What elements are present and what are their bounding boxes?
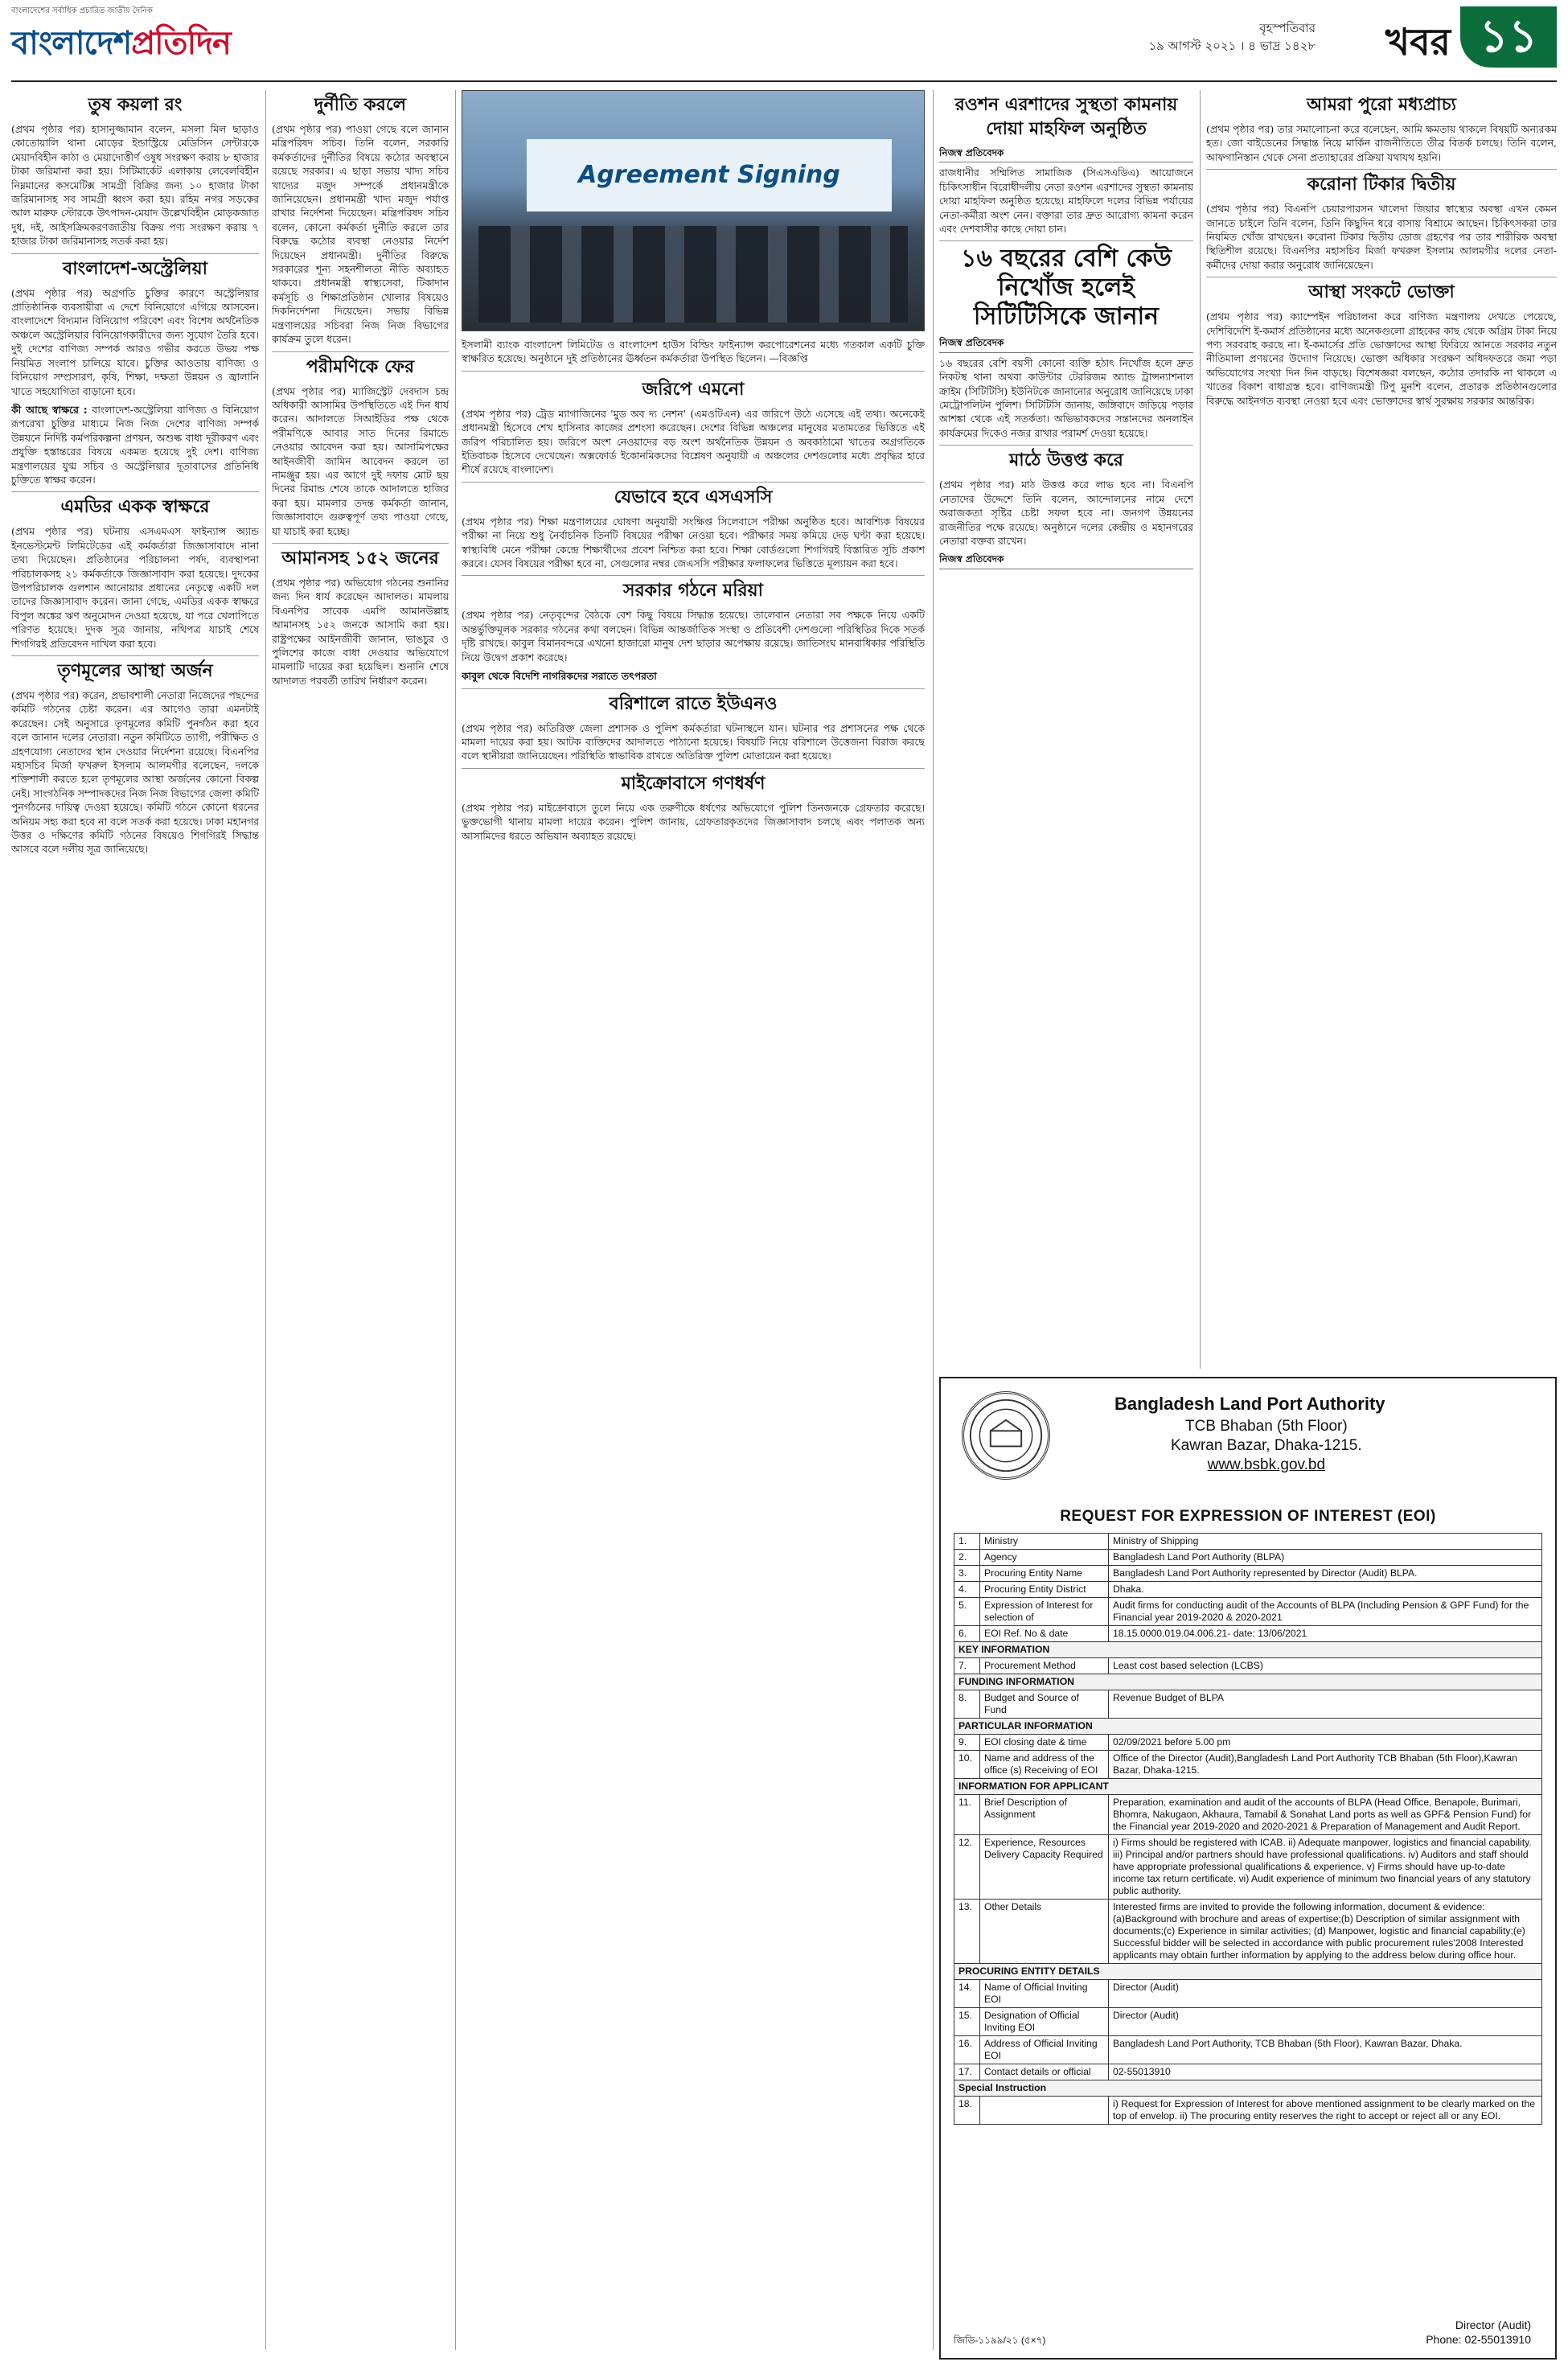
column-divider bbox=[455, 90, 456, 2350]
eoi-cell-val: Least cost based selection (LCBS) bbox=[1109, 1658, 1542, 1674]
story-microbus bbox=[462, 768, 925, 843]
eoi-row bbox=[954, 1900, 1542, 1964]
ad-org-name: Bangladesh Land Port Authority bbox=[1114, 1394, 1385, 1414]
story-body: (প্রথম পৃষ্ঠার পর) করেন, প্রভাবশালী নেতারা নিজেদের পছন্দের কমিটি গঠনের চেষ্টা করেন। এর আগেও তারা এমনটাই করেছেন। সেই অনুসারে তৃণমূলের কমিটি পুনর্গঠন করা হবে বলে জানান দলের নেতারা। নতুন কমিটিতে ত্যাগী, পরীক্ষিত ও গ্রহণযোগ্য নেতাদের স্থান দেওয়ার নির্দেশনা রয়েছে। বিএনপির মহাসচিব মির্জা ফখরুল ইসলাম আলমগীর বলেছেন, দলকে শক্তিশালী করতে হলে তৃণমূলের আস্থা অর্জনের কোনো বিকল্প নেই। সাংগঠনিক সম্পাদকদের নিজ নিজ বিভাগের জেলা কমিটি পুনর্গঠনের দায়িত্ব দেওয়া হয়েছে। কমিটি গঠনে কোনো ধরনের অনিয়ম সহ্য করা হবে না বলে সতর্ক করা হয়েছে। ঢাকা মহানগর উত্তর ও দক্ষিণের কমিটি গঠনের বিষয়েও শিগগিরই সিদ্ধান্ত আসবে বলে দলীয় সূত্র জানিয়েছে। bbox=[11, 689, 259, 856]
story-body: ১৬ বছরের বেশি বয়সী কোনো ব্যক্তি হঠাৎ নিখোঁজ হলে দ্রুত নিকটস্থ থানা অথবা কাউন্টার টেররিজম অ্যান্ড ট্রান্সন্যাশনাল ক্রাইম (সিটিটিসি) ইউনিটকে জানানোর অনুরোধ জানিয়েছে ঢাকা মেট্রোপলিটন পুলিশ। সিটিটিসি জানায়, জঙ্গিবাদে জড়িয়ে পড়ার আশঙ্কা থেকে এই সতর্কতা। অভিভাবকদের সন্তানদের অনলাইন কার্যক্রমের দিকেও নজর রাখার পরামর্শ দেওয়া হয়েছে। bbox=[939, 356, 1193, 439]
headline[interactable]: আস্থা সংকটে ভোক্তা bbox=[1206, 277, 1557, 305]
eoi-section-label: INFORMATION FOR APPLICANT bbox=[954, 1779, 1542, 1795]
eoi-section-row bbox=[954, 1674, 1542, 1690]
story-tush-koyla bbox=[11, 93, 259, 248]
column-divider bbox=[933, 90, 934, 2350]
story-grassroots bbox=[11, 655, 259, 856]
story-middle-east bbox=[1206, 93, 1557, 164]
eoi-cell-no: 17. bbox=[954, 2064, 980, 2080]
dateline bbox=[1148, 19, 1316, 55]
eoi-cell-key: Budget and Source of Fund bbox=[980, 1690, 1109, 1719]
eoi-cell-key: Designation of Official Inviting EOI bbox=[980, 2008, 1109, 2036]
eoi-cell-val: Audit firms for conducting audit of the Accounts of BLPA (Including Pension & GPF Fund) for the Financial year 2019-2020 & 2020-2021 bbox=[1109, 1598, 1542, 1626]
headline[interactable]: ১৬ বছরের বেশি কেউ নিখোঁজ হলেই সিটিটিসিকে জানান bbox=[939, 240, 1193, 331]
story-body: (প্রথম পৃষ্ঠার পর) তার সমালোচনা করে বলেছেন, আমি ক্ষমতায় থাকলে বিষয়টি অন্যরকম হত। জো বাইডেনের সিদ্ধান্ত নিয়ে মার্কিন রাজনীতিতে তীব্র বিতর্ক চলছে। তিনি বলেন, আফগানিস্তান থেকে সেনা প্রত্যাহারের প্রক্রিয়া যথাযথ হয়নি। bbox=[1206, 123, 1557, 163]
story-body: (প্রথম পৃষ্ঠার পর) ঘটনায় এসএমএস ফাইন্যান্স অ্যান্ড ইনভেস্টমেন্ট লিমিটেডের এই কর্মকর্তারা জিজ্ঞাসাবাদে নানা তথ্য দিয়েছেন। প্রতিষ্ঠানের পরিচালনা পর্ষদ, ব্যবস্থাপনা পরিচালকসহ ২১ কর্মকর্তাকে জিজ্ঞাসাবাদ করা হয়েছে। দুদকের উপপরিচালক গুলশান আনোয়ার প্রধানের নেতৃত্বে একটি দল তাদের জিজ্ঞাসাবাদ করেন। জানা গেছে, এমডির একক স্বাক্ষরে বিপুল অঙ্কের ঋণ অনুমোদন দেওয়া হয়েছে, যা পরে খেলাপিতে পরিণত হয়েছে। দুদক সূত্র জানায়, নথিপত্র যাচাই শেষে শিগগিরই প্রতিবেদন দাখিল করা হবে। bbox=[11, 525, 259, 650]
story-ssc bbox=[462, 482, 925, 571]
story-body: (প্রথম পৃষ্ঠার পর) অতিরিক্ত জেলা প্রশাসক ও পুলিশ কর্মকর্তারা ঘটনাস্থলে যান। ঘটনার পর প্রশাসনের পক্ষ থেকে মামলা দায়ের করা হয়। আটক ব্যক্তিদের আদালতে পাঠানো হয়েছে। বিষয়টি নিয়ে বরিশালে উত্তেজনা বিরাজ করছে বলে স্থানীয়রা জানিয়েছেন। পরিস্থিতি স্বাভাবিক রাখতে অতিরিক্ত পুলিশ মোতায়েন করা হয়েছে। bbox=[462, 721, 925, 762]
eoi-row bbox=[954, 1980, 1542, 2008]
eoi-cell-key: EOI closing date & time bbox=[980, 1735, 1109, 1751]
eoi-cell-no: 12. bbox=[954, 1835, 980, 1900]
logo-wordmark: বাংলাদেশপ্রতিদিন bbox=[11, 25, 231, 62]
column-1 bbox=[11, 90, 259, 2358]
eoi-cell-key: Name and address of the office (s) Receiving of EOI bbox=[980, 1751, 1109, 1779]
story-body: (প্রথম পৃষ্ঠার পর) মাঠ উত্তপ্ত করে লাভ হবে না। বিএনপি নেতাদের উদ্দেশে তিনি বলেন, আন্দোলনের নামে দেশে অরাজকতা সৃষ্টির চেষ্টা সফল হবে না। জনগণ উন্নয়নের রাজনীতির পক্ষে রয়েছে। অনুষ্ঠানে দলের কেন্দ্রীয় ও মহানগরের নেতারা বক্তব্য রাখেন। bbox=[939, 478, 1193, 547]
eoi-cell-no: 9. bbox=[954, 1735, 980, 1751]
eoi-row bbox=[954, 1751, 1542, 1779]
eoi-section-row bbox=[954, 1779, 1542, 1795]
eoi-cell-no: 3. bbox=[954, 1566, 980, 1582]
eoi-row bbox=[954, 2097, 1542, 2125]
logo-tagline: বাংলাদেশের সর্বাধিক প্রচারিত জাতীয় দৈনিক bbox=[11, 6, 153, 15]
eoi-cell-key: Procuring Entity Name bbox=[980, 1566, 1109, 1582]
eoi-row bbox=[954, 1735, 1542, 1751]
eoi-cell-no: 11. bbox=[954, 1795, 980, 1835]
weekday: বৃহস্পতিবার bbox=[1259, 21, 1316, 35]
eoi-section-row bbox=[954, 1964, 1542, 1980]
eoi-cell-key: Name of Official Inviting EOI bbox=[980, 1980, 1109, 2008]
eoi-cell-key: Other Details bbox=[980, 1900, 1109, 1964]
eoi-row bbox=[954, 1534, 1542, 1550]
headline[interactable]: জরিপে এমনো bbox=[642, 379, 745, 400]
column-2 bbox=[272, 90, 449, 2358]
news-photo[interactable] bbox=[462, 90, 925, 331]
photo-caption: ইসলামী ব্যাংক বাংলাদেশ লিমিটেড ও বাংলাদেশ হাউস বিল্ডিং ফাইন্যান্স করপোরেশনের মধ্যে গতকাল একটি চুক্তি স্বাক্ষরিত হয়েছে। অনুষ্ঠানে দুই প্রতিষ্ঠানের ঊর্ধ্বতন কর্মকর্তারা উপস্থিত ছিলেন। —বিজ্ঞপ্তি bbox=[462, 338, 925, 372]
eoi-cell-val: Bangladesh Land Port Authority represented by Director (Audit) BLPA. bbox=[1109, 1566, 1542, 1582]
eoi-cell-no: 4. bbox=[954, 1582, 980, 1598]
newspaper-logo[interactable] bbox=[11, 6, 301, 71]
masthead-rule bbox=[11, 80, 1557, 82]
column-5 bbox=[1206, 90, 1557, 1369]
column-4 bbox=[939, 90, 1193, 1369]
eoi-cell-key: Agency bbox=[980, 1550, 1109, 1566]
story-body: (প্রথম পৃষ্ঠার পর) ম্যাজিস্ট্রেট দেবদাস চন্দ্র অধিকারী আসামির উপস্থিতিতে এই দিন ধার্য করেন। আদালতে সিআইডির পক্ষ থেকে পরীমণিকে আবার সাত দিনের রিমান্ডে নেওয়ার আবেদন করা হয়। আসামিপক্ষের আইনজীবী জামিন আবেদন করলে তা নামঞ্জুর হয়। এর আগে দুই দফায় মোট ছয় দিনের রিমান্ড শেষে তাকে আদালতে হাজির করা হয়। মামলার তদন্ত কর্মকর্তা জানান, জিজ্ঞাসাবাদে গুরুত্বপূর্ণ তথ্য পাওয়া গেছে, যা যাচাই করা হচ্ছে। bbox=[272, 384, 449, 537]
section-label: খবর bbox=[1385, 20, 1451, 64]
ad-header bbox=[954, 1386, 1542, 1507]
eoi-cell-val: Interested firms are invited to provide the following information, document & evidence: (a)Background with brochure and areas of expertise;(b) Description of similar assignment with documents;(c) Experience in similar activities; (d) Manpower, logistic and financial capability;(e) Successful bidder will be selected in accordance with public procurement rules'2008 Interested applicants may obtain further information by applying to the address below during office hour. bbox=[1109, 1900, 1542, 1964]
story-bangladesh-australia bbox=[11, 253, 259, 487]
eoi-cell-no: 16. bbox=[954, 2036, 980, 2064]
story-body: (প্রথম পৃষ্ঠার পর) বিএনপি চেয়ারপারসন খালেদা জিয়ার স্বাস্থ্যের অবস্থা এখন কেমন জানতে চাইলে তিনি বলেন, তিনি কিছুদিন ধরে বাসায় বিশ্রামে আছেন। চিকিৎসকরা তার নিয়মিত খোঁজ রাখছেন। করোনা টিকার দ্বিতীয় ডোজ গ্রহণের পর তার শারীরিক অবস্থা স্থিতিশীল রয়েছে। বিএনপির মহাসচিব মির্জা ফখরুল ইসলাম আলমগীর দলের নেতা-কর্মীদের দোয়া করার অনুরোধ জানিয়েছেন। bbox=[1206, 203, 1557, 271]
eoi-row bbox=[954, 1626, 1542, 1642]
date: ১৯ আগস্ট ২০২১ । ৪ ভাদ্র ১৪২৮ bbox=[1148, 39, 1316, 53]
eoi-cell-val: Bangladesh Land Port Authority, TCB Bhaban (5th Floor), Kawran Bazar, Dhaka. bbox=[1109, 2036, 1542, 2064]
story-aman-152 bbox=[272, 543, 449, 688]
eoi-cell-no: 10. bbox=[954, 1751, 980, 1779]
eoi-row bbox=[954, 2036, 1542, 2064]
eoi-cell-key: Expression of Interest for selection of bbox=[980, 1598, 1109, 1626]
eoi-cell-no: 1. bbox=[954, 1534, 980, 1550]
headline[interactable]: বরিশালে রাতে ইউএনও bbox=[462, 688, 925, 717]
eoi-cell-val: Ministry of Shipping bbox=[1109, 1534, 1542, 1550]
headline[interactable]: দুর্নীতি করলে bbox=[314, 95, 407, 115]
headline[interactable]: মাঠে উত্তপ্ত করে bbox=[939, 445, 1193, 473]
eoi-cell-key: Procuring Entity District bbox=[980, 1582, 1109, 1598]
column-3 bbox=[462, 90, 925, 2358]
story-body: (প্রথম পৃষ্ঠার পর) নেতৃবৃন্দের বৈঠকে বেশ কিছু বিষয়ে সিদ্ধান্ত হয়েছে। তালেবান নেতারা সব পক্ষকে নিয়ে একটি অন্তর্ভুক্তিমূলক সরকার গঠনের কথা বলছেন। বিভিন্ন আন্তর্জাতিক সংস্থা ও প্রতিবেশী দেশগুলো পরিস্থিতির দিকে সতর্ক দৃষ্টি রাখছে। কাবুল বিমানবন্দরে এখনো হাজারো মানুষ দেশ ছাড়ার অপেক্ষায় রয়েছে। জাতিসংঘ মানবাধিকার পরিস্থিতি নিয়ে উদ্বেগ প্রকাশ করেছে। bbox=[462, 609, 925, 663]
headline[interactable]: তুষ কয়লা রং bbox=[88, 95, 183, 115]
eoi-cell-val: 18.15.0000.019.04.006.21- date: 13/06/2021 bbox=[1109, 1626, 1542, 1642]
story-porimoni bbox=[272, 351, 449, 538]
eoi-cell-val: 02-55013910 bbox=[1109, 2064, 1542, 2080]
story-body: (প্রথম পৃষ্ঠার পর) পাওয়া গেছে বলে জানান মন্ত্রিপরিষদ সচিব। তিনি বলেন, সরকারি কর্মকর্তাদের দুর্নীতির বিষয়ে কঠোর অবস্থানে রয়েছে সরকার। এ ছাড়া সভায় খাদ্য সচিব খাদ্যের মজুদ সম্পর্কে প্রধানমন্ত্রীকে জানিয়েছেন। প্রধানমন্ত্রী খাদ্য মজুদ পর্যাপ্ত রাখার নির্দেশনা দিয়েছেন। মন্ত্রিপরিষদ সচিব বলেন, কোনো কর্মকর্তা দুর্নীতি করলে তার বিরুদ্ধে কঠোর ব্যবস্থা নেওয়ার নির্দেশ দিয়েছেন প্রধানমন্ত্রী। দুর্নীতির বিরুদ্ধে সরকারের শূন্য সহনশীলতা নীতি অব্যাহত থাকবে। প্রধানমন্ত্রী স্বাস্থ্যসেবা, টিকাদান কর্মসূচি ও শিক্ষাপ্রতিষ্ঠান খোলার বিষয়েও দিকনির্দেশনা দিয়েছেন। সভায় বিভিন্ন মন্ত্রণালয়ের সচিবরা নিজ নিজ বিভাগের কার্যক্রম তুলে ধরেন। bbox=[272, 123, 449, 346]
eoi-section-label: PROCURING ENTITY DETAILS bbox=[954, 1964, 1542, 1980]
eoi-row bbox=[954, 1566, 1542, 1582]
eoi-cell-val: 02/09/2021 before 5.00 pm bbox=[1109, 1735, 1542, 1751]
eoi-row bbox=[954, 1582, 1542, 1598]
eoi-cell-key: Procurement Method bbox=[980, 1658, 1109, 1674]
headline[interactable]: তৃণমূলের আস্থা অর্জন bbox=[11, 655, 259, 684]
eoi-row bbox=[954, 1795, 1542, 1835]
story-body: (প্রথম পৃষ্ঠার পর) অগ্রগতি চুক্তির কারণে অস্ট্রেলিয়ার প্রাতিষ্ঠানিক ব্যবসায়ীরা এ দেশে বিনিয়োগে এগিয়ে আসবেন। বাংলাদেশে বিদ্যমান বিনিয়োগ পরিবেশ এবং বিশেষ অর্থনৈতিক অঞ্চলে অস্ট্রেলিয়ার বিনিয়োগকারীদের জন্য সুযোগ তৈরি হবে। দুই দেশের বাণিজ্য সম্পর্ক আরও গভীর করতে উভয় পক্ষ নিয়মিত সংলাপ চালিয়ে যাবে। চুক্তির আওতায় বাণিজ্য ও বিনিয়োগ সম্প্রসারণ, কৃষি, শিক্ষা, দক্ষতা উন্নয়ন ও জ্বালানি খাতে সহযোগিতা বাড়ানো হবে। bbox=[11, 286, 259, 397]
eoi-cell-key: Experience, Resources Delivery Capacity Required bbox=[980, 1835, 1109, 1900]
eoi-cell-no: 7. bbox=[954, 1658, 980, 1674]
eoi-section-label: Special Instruction bbox=[954, 2080, 1542, 2097]
eoi-section-label: FUNDING INFORMATION bbox=[954, 1674, 1542, 1690]
eoi-cell-no: 2. bbox=[954, 1550, 980, 1566]
story-body: (প্রথম পৃষ্ঠার পর) অভিযোগ গঠনের শুনানির জন্য দিন ধার্য করেছেন আদালত। মামলায় বিএনপির সাবেক এমপি আমানউল্লাহ আমানসহ ১৫২ জনকে আসামি করা হয়। রাষ্ট্রপক্ষের আইনজীবী জানান, ভাঙচুর ও পুলিশের কাজে বাধা দেওয়ার অভিযোগে মামলাটি দায়ের করা হয়েছিল। শুনানি শেষে আদালত পরবর্তী তারিখ নির্ধারণ করেন। bbox=[272, 576, 449, 687]
eoi-section-row bbox=[954, 2080, 1542, 2097]
headline[interactable]: বাংলাদেশ-অস্ট্রেলিয়া bbox=[11, 253, 259, 281]
eoi-table bbox=[954, 1533, 1542, 2125]
eoi-section-label: PARTICULAR INFORMATION bbox=[954, 1719, 1542, 1735]
byline: নিজস্ব প্রতিবেদক bbox=[939, 552, 1193, 569]
eoi-row bbox=[954, 1835, 1542, 1900]
eoi-cell-no: 5. bbox=[954, 1598, 980, 1626]
eoi-cell-val: Bangladesh Land Port Authority (BLPA) bbox=[1109, 1550, 1542, 1566]
headline[interactable]: সরকার গঠনে মরিয়া bbox=[462, 575, 925, 603]
headline[interactable]: রওশন এরশাদের সুস্থতা কামনায় দোয়া মাহফিল অনুষ্ঠিত bbox=[954, 95, 1178, 139]
byline: নিজস্ব প্রতিবেদক bbox=[939, 336, 1193, 352]
story-rawshan-ershad bbox=[939, 93, 1193, 236]
headline[interactable]: এমডির একক স্বাক্ষরে bbox=[11, 491, 259, 520]
eoi-cell-no: 6. bbox=[954, 1626, 980, 1642]
story-body bbox=[462, 669, 925, 683]
eoi-cell-val: i) Firms should be registered with ICAB. ii) Adequate manpower, logistics and financial capability. iii) Principal and/or partners should have professional qualifications. iv) Auditors and staff should have appropriate professional qualifications & experience. v) Firms should have up-to-date income tax return certificate. vi) Audit experience of minimum two financial years of any statutory public authority. bbox=[1109, 1835, 1542, 1900]
land-port-seal-icon bbox=[962, 1391, 1050, 1480]
eoi-cell-no: 14. bbox=[954, 1980, 980, 2008]
headline[interactable]: মাইক্রোবাসে গণধর্ষণ bbox=[462, 768, 925, 796]
story-body: (প্রথম পৃষ্ঠার পর) ক্যাম্পেইন পরিচালনা করে বাণিজ্য মন্ত্রণালয় দেখতে পেয়েছে, দেশিবিদেশি ই-কমার্স প্রতিষ্ঠানের মধ্যে অনেকগুলো গ্রাহকের কাছ থেকে অগ্রিম টাকা নিয়ে পণ্য সরবরাহ করছে না। ই-কমার্সের প্রতি ভোক্তাদের আস্থা ফিরিয়ে আনতে সরকার নতুন নীতিমালা প্রণয়নের উদ্যোগ নিয়েছে। ভোক্তা অধিকার সংরক্ষণ অধিদফতরে জমা পড়া অভিযোগের সংখ্যা দিন দিন বাড়ছে। বিশেষজ্ঞরা বলছেন, কঠোর তদারকি না থাকলে এ খাতের বিকাশ বাধাগ্রস্ত হবে। বাণিজ্যমন্ত্রী টিপু মুনশি বলেন, প্রতারক প্রতিষ্ঠানগুলোর বিরুদ্ধে আইনগত ব্যবস্থা নেওয়া হবে এবং ভোক্তাদের স্বার্থ সুরক্ষায় সরকার আন্তরিক। bbox=[1206, 310, 1557, 407]
story-barishal-uno bbox=[462, 688, 925, 763]
eoi-cell-val: Director (Audit) bbox=[1109, 1980, 1542, 2008]
story-survey bbox=[462, 378, 925, 477]
story-body: কী আছে স্বাক্ষরে : বাংলাদেশ-অস্ট্রেলিয়া বাণিজ্য ও বিনিয়োগ রূপরেখা চুক্তির মাধ্যমে নিজ নিজ দেশের বাণিজ্য সম্পর্ক উন্নয়নে নির্দিষ্ট কর্মপরিকল্পনা প্রণয়ন, অশুল্ক বাধা দূরীকরণ এবং প্রযুক্তি হস্তান্তরের বিষয়ে একমত হয়েছে দুই দেশ। বাণিজ্য মন্ত্রণালয়ের যুগ্ম সচিব ও অস্ট্রেলিয়ার দূতাবাসের প্রতিনিধি চুক্তিতে স্বাক্ষর করেন। bbox=[11, 403, 259, 486]
eoi-cell-val: Office of the Director (Audit),Bangladesh Land Port Authority TCB Bhaban (5th Floor),Kawran Bazar, Dhaka-1215. bbox=[1109, 1751, 1542, 1779]
byline: নিজস্ব প্রতিবেদক bbox=[939, 146, 1193, 162]
story-body: রাজধানীর সম্মিলিত সামাজিক (সিএসএডিএ) আয়োজনে চিকিৎসাধীন বিরোধীদলীয় নেতা রওশন এরশাদের সুস্থতা কামনায় দোয়া মাহফিল অনুষ্ঠিত হয়েছে। মাহফিলে দলের বিভিন্ন পর্যায়ের নেতা-কর্মীরা অংশ নেন। বক্তারা তার দ্রুত আরোগ্য কামনা করেন এবং দেশবাসীর কাছে দোয়া চান। bbox=[939, 166, 1193, 236]
story-md-signature bbox=[11, 491, 259, 651]
eoi-cell-key bbox=[980, 2097, 1109, 2125]
eoi-cell-key: Ministry bbox=[980, 1534, 1109, 1550]
ad-address: TCB Bhaban (5th Floor) Kawran Bazar, Dhaka-1215. www.bsbk.gov.bd bbox=[1171, 1418, 1362, 1473]
eoi-cell-val: i) Request for Expression of Interest for above mentioned assignment to be clearly marked on the top of envelop. ii) The procuring entity reserves the right to accept or reject all or any EOI. bbox=[1109, 2097, 1542, 2125]
headline[interactable]: পরীমণিকে ফের bbox=[272, 351, 449, 380]
eoi-cell-key: Contact details or official bbox=[980, 2064, 1109, 2080]
eoi-cell-no: 15. bbox=[954, 2008, 980, 2036]
photo-people bbox=[478, 226, 908, 322]
page-number-badge: ১১ bbox=[1460, 6, 1557, 68]
ad-title: REQUEST FOR EXPRESSION OF INTEREST (EOI) bbox=[1060, 1508, 1436, 1525]
eoi-cell-no: 8. bbox=[954, 1690, 980, 1719]
column-divider bbox=[1200, 90, 1201, 1369]
story-body: (প্রথম পৃষ্ঠার পর) হাসানুজ্জামান বলেন, মসলা মিল ছাড়াও কোতোয়ালি থানা মোড়ের ইন্ডাস্ট্রিয়ে মেডিসিন সেন্টারকে মেয়াদবিহীন কাঠা ও মেয়াদোত্তীর্ণ ওষুধ সংরক্ষণ করায় ৮ হাজার টাকা জরিমানা করা হয়। সিটিমার্কেট এলাকায় লেবেলবিহীন নিম্নমানের কসমেটিক্স সামগ্রী বিক্রির জন্য ১০ হাজার টাকা জরিমানাসহ সব সামগ্রী ধ্বংস করা হয়। রহিম নগর সড়কের আল মারুফ স্টোরকে উৎপাদন-মেয়াদ উল্লেখবিহীন মোড়কজাত দুধ, দই, আইসক্রিমকরণজাতীয় বিক্রয় পণ্য সংরক্ষণ করায় ৭ হাজার টাকা জরিমানাসহ সতর্ক করা হয়। bbox=[11, 123, 259, 248]
ad-signature: Director (Audit) Phone: 02-55013910 bbox=[1426, 2319, 1531, 2346]
eoi-row bbox=[954, 1550, 1542, 1566]
eoi-section-label: KEY INFORMATION bbox=[954, 1642, 1542, 1658]
ad-website-link[interactable]: www.bsbk.gov.bd bbox=[1207, 1456, 1326, 1473]
eoi-row bbox=[954, 1658, 1542, 1674]
headline[interactable]: যেভাবে হবে এসএসসি bbox=[462, 482, 925, 510]
story-body: (প্রথম পৃষ্ঠার পর) ট্রেড ম্যাগাজিনের 'মুড অব দ্য নেশন' (এমওটিএন) এর জরিপে উঠে এসেছে এই তথ্য। অনেকেই প্রধানমন্ত্রী হিসেবে শেখ হাসিনার কাজের প্রশংসা করেছেন। দেশের বিভিন্ন অঞ্চলের মানুষের মতামতের ভিত্তিতে এই জরিপ পরিচালিত হয়। জরিপে অংশ নেওয়াদের বড় অংশ অর্থনৈতিক উন্নয়ন ও অবকাঠামো খাতের অগ্রগতিকে ইতিবাচক হিসেবে দেখেছেন। অক্সফোর্ড ইকোনমিকসের বিশ্লেষণ অনুযায়ী এ অঞ্চলের দেশগুলোর মধ্যে প্রবৃদ্ধির হারে শীর্ষে রয়েছে বাংলাদেশ। bbox=[462, 407, 925, 476]
story-consumer-trust bbox=[1206, 277, 1557, 408]
headline[interactable]: করোনা টিকার দ্বিতীয় bbox=[1206, 169, 1557, 197]
headline[interactable]: আমরা পুরো মধ্যপ্রাচ্য bbox=[1307, 95, 1456, 115]
headline[interactable]: আমানসহ ১৫২ জনের bbox=[272, 543, 449, 571]
eoi-cell-key: Brief Description of Assignment bbox=[980, 1795, 1109, 1835]
eoi-cell-val: Preparation, examination and audit of the accounts of BLPA (Head Office, Benapole, Burimari, Bhomra, Nakugaon, Akhaura, Tamabil & Sonahat Land ports as well as GPF& Pension Fund) for the Financial year 2019-2020 and 2020-2021 & Preparation of Management and Audit Report. bbox=[1109, 1795, 1542, 1835]
eoi-row bbox=[954, 1598, 1542, 1626]
subhead: কী আছে স্বাক্ষরে : bbox=[11, 403, 88, 416]
story-body: (প্রথম পৃষ্ঠার পর) শিক্ষা মন্ত্রণালয়ের ঘোষণা অনুযায়ী সংক্ষিপ্ত সিলেবাসে পরীক্ষা অনুষ্ঠিত হবে। আবশ্যিক বিষয়ের পরীক্ষা না নিয়ে শুধু নৈর্বাচনিক তিনটি বিষয়ের পরীক্ষা নেওয়া হবে। পরীক্ষার সময় কমিয়ে দেড় ঘণ্টা করা হয়েছে। স্বাস্থ্যবিধি মেনে পরীক্ষা কেন্দ্রে শিক্ষার্থীদের প্রবেশ নিশ্চিত করা হবে। শিক্ষা বোর্ডগুলো শিগগিরই বিস্তারিত সূচি প্রকাশ করবে। যেসব বিষয়ের পরীক্ষা হবে না, সেগুলোর নম্বর জেএসসি পরীক্ষার ফলাফলের ভিত্তিতে মূল্যায়ন করা হবে। bbox=[462, 515, 925, 570]
eoi-row bbox=[954, 2008, 1542, 2036]
eoi-cell-val: Director (Audit) bbox=[1109, 2008, 1542, 2036]
photo-banner-text: Agreement Signing bbox=[527, 139, 892, 212]
story-missing-ctc bbox=[939, 240, 1193, 440]
eoi-section-row bbox=[954, 1642, 1542, 1658]
story-government-formation bbox=[462, 575, 925, 683]
story-corruption bbox=[272, 93, 449, 347]
masthead bbox=[11, 6, 1557, 79]
ad-code: জিডি-১১৯৯/২১ (৫×৭) bbox=[954, 2335, 1046, 2346]
eoi-cell-no: 13. bbox=[954, 1900, 980, 1964]
eoi-advertisement bbox=[939, 1377, 1557, 2360]
story-field-heat bbox=[939, 445, 1193, 569]
eoi-section-row bbox=[954, 1719, 1542, 1735]
subhead: কাবুল থেকে বিদেশি নাগরিকদের সরাতে তৎপরতা bbox=[462, 670, 657, 683]
eoi-row bbox=[954, 2064, 1542, 2080]
eoi-cell-val: Revenue Budget of BLPA bbox=[1109, 1690, 1542, 1719]
story-vaccine bbox=[1206, 169, 1557, 272]
eoi-cell-key: Address of Official Inviting EOI bbox=[980, 2036, 1109, 2064]
story-body: (প্রথম পৃষ্ঠার পর) মাইক্রোবাসে তুলে নিয়ে এক তরুণীকে ধর্ষণের অভিযোগে পুলিশ তিনজনকে গ্রেফতার করেছে। ভুক্তভোগী থানায় মামলা দায়ের করেন। পুলিশ জানায়, গ্রেফতারকৃতদের জিজ্ঞাসাবাদ চলছে এবং পলাতক অন্য আসামিদের ধরতে অভিযান অব্যাহত রয়েছে। bbox=[462, 801, 925, 842]
column-divider bbox=[265, 90, 266, 2350]
eoi-cell-val: Dhaka. bbox=[1109, 1582, 1542, 1598]
eoi-cell-key: EOI Ref. No & date bbox=[980, 1626, 1109, 1642]
eoi-cell-no: 18. bbox=[954, 2097, 980, 2125]
eoi-row bbox=[954, 1690, 1542, 1719]
